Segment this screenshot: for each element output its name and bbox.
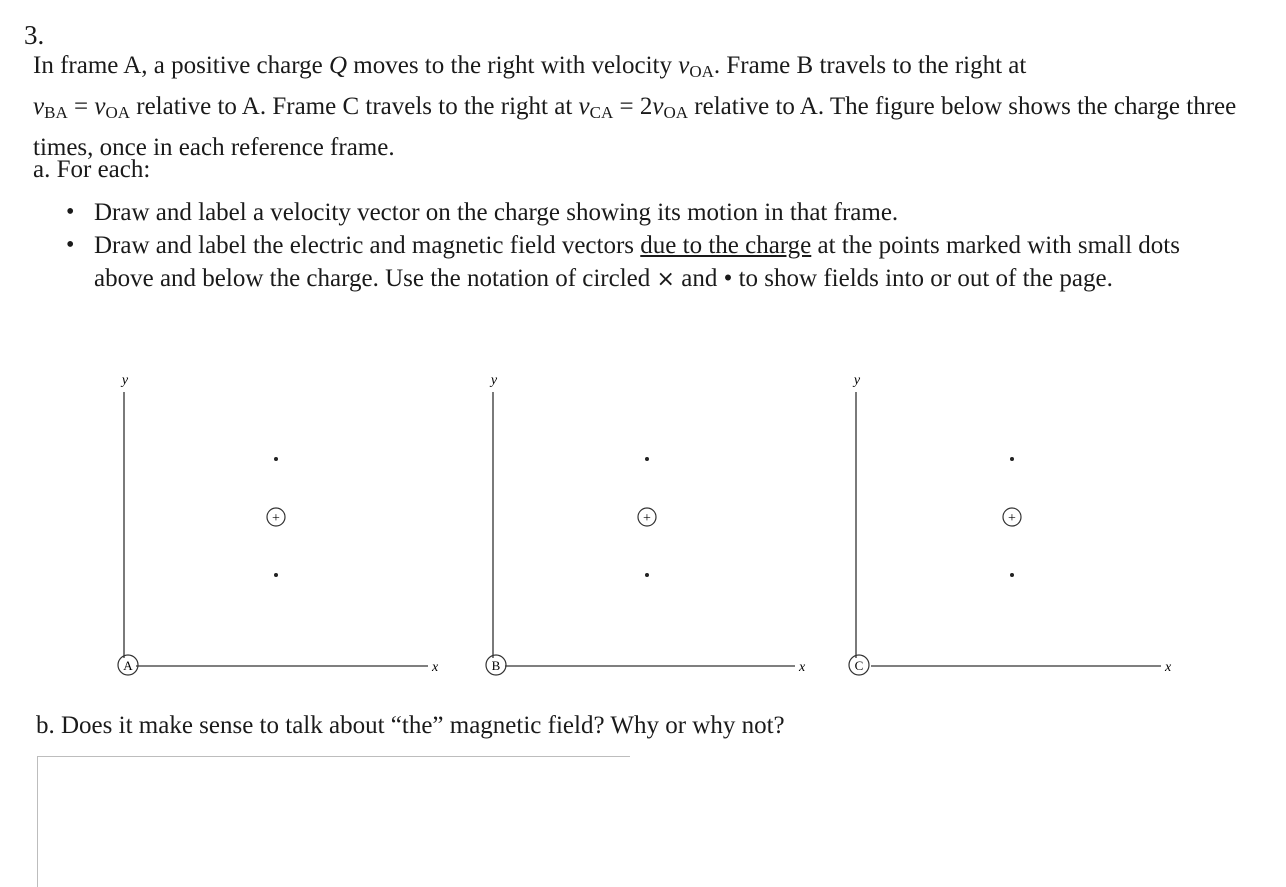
instruction-velocity: • Draw and label a velocity vector on the charge showing its motion in that frame. [94,196,1234,229]
part-b-question: b. Does it make sense to talk about “the” magnetic field? Why or why not? [36,712,785,739]
part-a-label: a. For each: [33,156,151,183]
charge-sign: + [643,511,651,526]
frame-label: B [491,658,501,673]
question-number: 3. [24,20,45,50]
x-axis-label: x [432,660,439,675]
y-axis-label: y [853,373,861,388]
reference-frame-figures [0,360,1286,690]
field-point-below [274,573,278,577]
charge-sign: + [1008,511,1016,526]
x-axis-label: x [799,660,806,675]
field-point-below [645,573,649,577]
instruction-fields: • Draw and label the electric and magnetic field vectors due to the charge at the points marked with small dots above and below the charge. Use the notation of circled × and • to show fields into or out of the page. [94,229,1234,296]
charge-symbol: Q [328,52,348,79]
part-a-instructions [94,196,1234,296]
frame-label: C [854,658,864,673]
answer-box[interactable] [37,756,630,887]
y-axis-label: y [121,373,129,388]
field-point-above [1010,457,1014,461]
cross-symbol: × [656,267,675,292]
question-intro: In frame A, a positive charge Q moves to the right with velocity $v_{OA}$. Frame B travels to the right at $v_{BA} = v_{OA}$ relative to A. Frame C travels to the right at $v_{CA} = 2v_{OA}$ relative to A. The figure below shows the charge three times, once in each reference frame. [33,52,1237,161]
field-point-above [645,457,649,461]
dot-symbol: • [723,265,733,292]
y-axis-label: y [490,373,498,388]
frame-c-diagram [849,373,1172,675]
frame-label: A [123,658,133,673]
frame-b-diagram [486,373,806,675]
charge-sign: + [272,511,280,526]
field-point-above [274,457,278,461]
frame-a-diagram [118,373,439,675]
field-point-below [1010,573,1014,577]
x-axis-label: x [1165,660,1172,675]
